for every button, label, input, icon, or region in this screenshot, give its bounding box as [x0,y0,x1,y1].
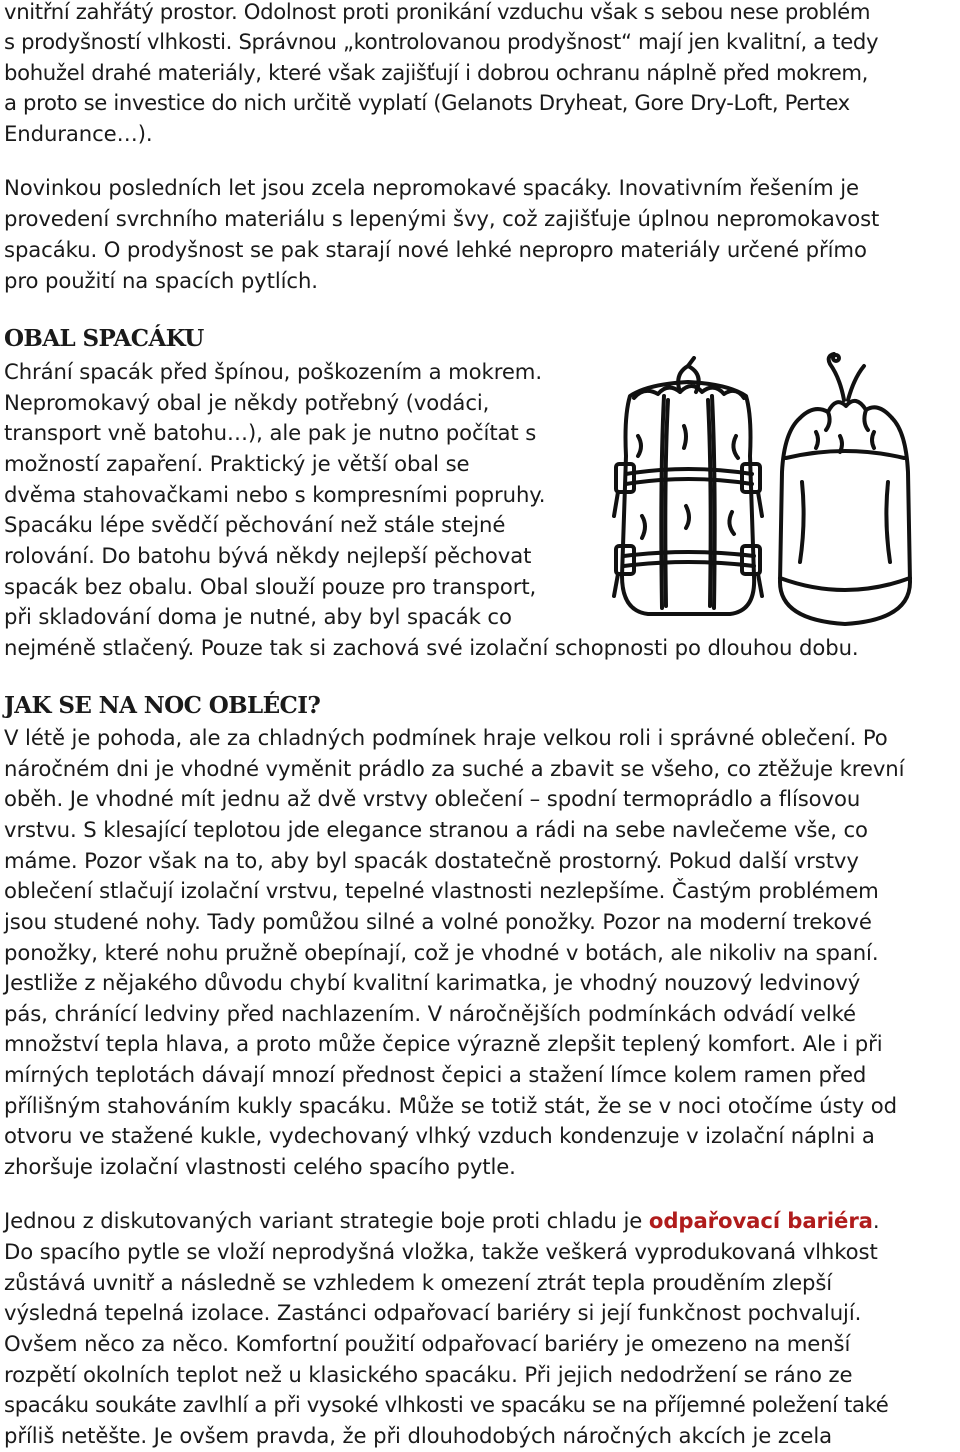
text-line: pro použití na spacích pytlích. [4,268,318,293]
text-line: dvěma stahovačkami nebo s kompresními popruhy. [4,482,546,507]
text-fragment: . [872,1208,880,1233]
text-line: možností zapaření. Praktický je větší obal se [4,451,470,476]
highlight-term: odpařovací bariéra [648,1208,873,1233]
text-line: nejméně stlačený. Pouze tak si zachová své izolační schopnosti po dlouhou dobu. [4,635,859,660]
text-line: zůstává uvnitř a následně se vzhledem k omezení ztrát tepla prouděním zlepší [4,1270,833,1295]
text-line: máme. Pozor však na to, aby byl spacák dostatečně prostorný. Pokud další vrstvy [4,848,859,873]
text-line: a proto se investice do nich určitě vyplatí (Gelanots Dryheat, Gore Dry-Loft, Pertex [4,90,850,115]
text-line: rolování. Do batohu bývá někdy nejlepší pěchovat [4,543,532,568]
text-line: spacák bez obalu. Obal slouží pouze pro transport, [4,574,537,599]
text-line: vrstvu. S klesající teplotou jde elegance stranou a rádi na sebe navlečeme vše, co [4,817,868,842]
drawstring-sack-icon [770,352,920,630]
text-line: Endurance…). [4,121,153,146]
drawstring-stuff-sack-drawing [770,352,920,630]
text-line: Chrání spacák před špínou, poškozením a mokrem. [4,359,542,384]
text-line: otvoru ve stažené kukle, vydechovaný vlhký vzduch kondenzuje v izolační náplni a [4,1123,875,1148]
text-line: náročném dni je vhodné vyměnit prádlo za suché a zbavit se všeho, co ztěžuje krevní [4,756,905,781]
text-line: zhoršuje izolační vlastnosti celého spacího pytle. [4,1154,516,1179]
text-fragment: Jednou z diskutovaných variant strategie boje proti chladu je [4,1208,649,1233]
section-heading-obal: OBAL SPACÁKU [4,325,204,352]
text-line: přílišným stahováním kukly spacáku. Může se totiž stát, že se v noci otočíme ústy od [4,1093,897,1118]
text-line: množství tepla hlava, a proto může čepice výrazně zlepšit teplený komfort. Ale i při [4,1031,883,1056]
text-line: rozpětí okolních teplot než u klasického spacáku. Při jejich nedodržení se ráno ze [4,1362,853,1387]
text-line-with-highlight [4,1206,958,1237]
text-line: provedení svrchního materiálu s lepenými švy, což zajišťuje úplnou nepromokavost [4,206,880,231]
text-line: oběh. Je vhodné mít jednu až dvě vrstvy oblečení – spodní termoprádlo a flísovou [4,786,861,811]
text-line: Spacáku lépe svědčí pěchování než stále stejné [4,512,506,537]
stuff-sack-with-compression-straps-drawing [608,356,768,626]
text-line: spacáku soukáte zavlhlí a při vysoké vlhkosti ve spacáku se na příjemné poležení také [4,1392,889,1417]
text-line: s prodyšností vlhkosti. Správnou „kontrolovanou prodyšnost“ mají jen kvalitní, a tedy [4,29,879,54]
text-line: spacáku. O prodyšnost se pak starají nové lehké nepropro materiály určené přímo [4,237,867,262]
text-line: příliš netěšte. Je ovšem pravda, že při dlouhodobých náročných akcích je zcela [4,1423,832,1448]
text-line: vnitřní zahřátý prostor. Odolnost proti pronikání vzduchu však s sebou nese problém [4,0,871,24]
section-heading-noc: JAK SE NA NOC OBLÉCI? [4,692,321,719]
text-line: Do spacího pytle se vloží neprodyšná vložka, takže veškerá vyprodukovaná vlhkost [4,1239,878,1264]
text-line: Novinkou posledních let jsou zcela nepromokavé spacáky. Inovativním řešením je [4,175,859,200]
text-line: Ovšem něco za něco. Komfortní použití odpařovací bariéry je omezeno na menší [4,1331,851,1356]
text-line: ponožky, které nohu pružně obepínají, což je vhodné v botách, ale nikoliv na spaní. [4,940,879,965]
text-line: bohužel drahé materiály, které však zajišťují i dobrou ochranu náplně před mokrem, [4,60,869,85]
text-line: výsledná tepelná izolace. Zastánci odpařovací bariéry si její funkčnost pochvalují. [4,1300,862,1325]
text-line: mírných teplotách dávají mnozí přednost čepici a stažení límce kolem ramen před [4,1062,867,1087]
text-line: V létě je pohoda, ale za chladných podmínek hraje velkou roli i správné oblečení. Po [4,725,888,750]
text-line: Nepromokavý obal je někdy potřebný (vodáci, [4,390,490,415]
text-line: pás, chránící ledviny před nachlazením. V náročnějších podmínkách odvádí velké [4,1001,856,1026]
compression-sack-icon [608,356,768,626]
text-line: transport vně batohu…), ale pak je nutno počítat s [4,420,537,445]
text-line: oblečení stlačují izolační vrstvu, tepelné vlastnosti nezlepšíme. Častým problémem [4,878,879,903]
text-line: jsou studené nohy. Tady pomůžou silné a volné ponožky. Pozor na moderní trekové [4,909,872,934]
text-line: Jestliže z nějakého důvodu chybí kvalitní karimatka, je vhodný nouzový ledvinový [4,970,861,995]
text-line: při skladování doma je nutné, aby byl spacák co [4,604,512,629]
